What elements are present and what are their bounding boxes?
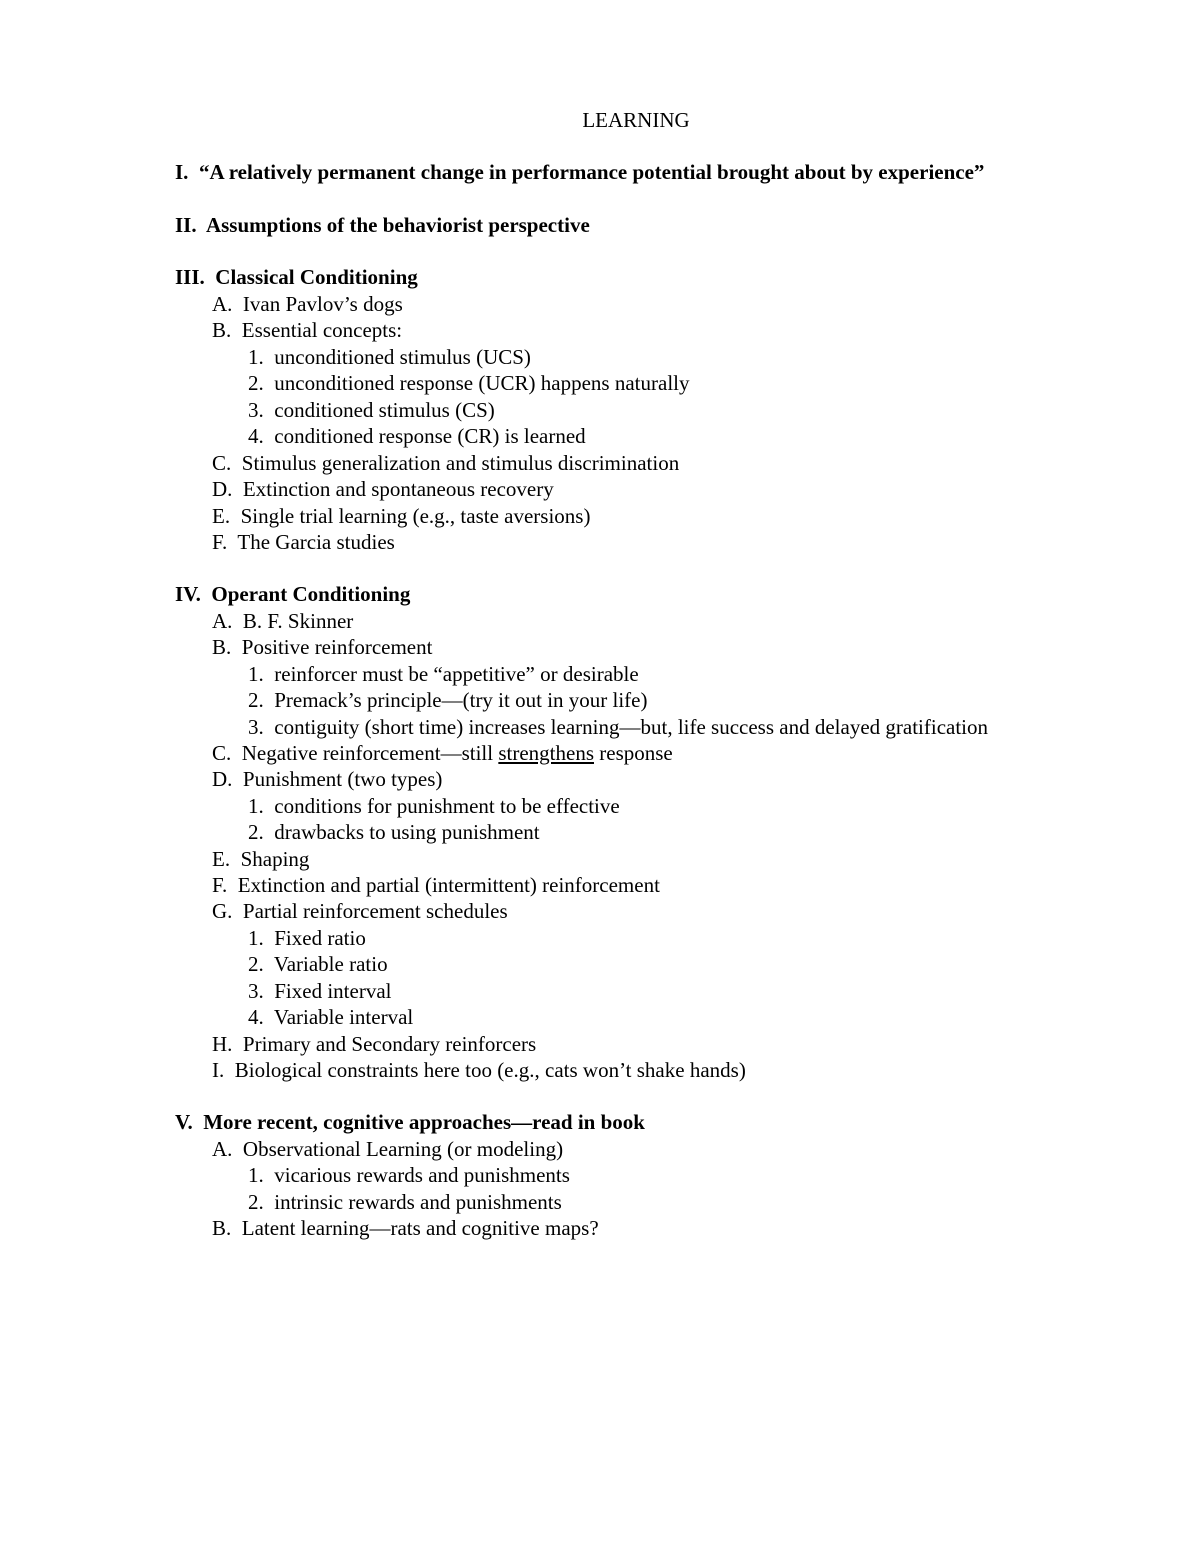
sub-list-item [248, 1189, 562, 1215]
sub-list-item [248, 687, 648, 713]
item-text: Essential concepts: [241, 318, 403, 342]
list-item [212, 634, 432, 660]
item-text: conditions for punishment to be effective [274, 794, 620, 818]
section-1-text: “A relatively permanent change in performance potential brought about by experience” [198, 160, 985, 184]
item-text: vicarious rewards and punishments [274, 1163, 570, 1187]
sub-list-item [248, 714, 988, 740]
sub-list-item [248, 793, 620, 819]
item-text: intrinsic rewards and punishments [274, 1190, 562, 1214]
item-marker: 1. [248, 662, 264, 686]
item-text: reinforcer must be “appetitive” or desirable [274, 662, 639, 686]
list-item [212, 740, 673, 766]
sub-list-item [248, 661, 639, 687]
item-text: conditioned stimulus (CS) [274, 398, 495, 422]
section-4-heading [175, 581, 410, 607]
section-1-heading [175, 159, 984, 185]
item-marker: B. [212, 1216, 232, 1240]
item-text: Negative reinforcement—still [241, 741, 499, 765]
section-4-number: IV. [175, 582, 201, 606]
section-3-text: Classical Conditioning [215, 265, 418, 289]
sub-list-item [248, 1004, 413, 1030]
sub-list-item [248, 925, 366, 951]
item-text: Shaping [240, 847, 310, 871]
item-text: Variable ratio [273, 952, 388, 976]
item-marker: 3. [248, 398, 264, 422]
item-text: Fixed interval [274, 979, 392, 1003]
item-marker: 1. [248, 345, 264, 369]
item-marker: F. [212, 873, 228, 897]
list-item [212, 766, 442, 792]
section-3-heading [175, 264, 418, 290]
item-marker: B. [212, 635, 232, 659]
item-text: B. F. Skinner [242, 609, 354, 633]
item-marker: E. [212, 504, 231, 528]
list-item [212, 529, 395, 555]
sub-list-item [248, 1162, 570, 1188]
list-item [212, 1031, 536, 1057]
item-marker: 1. [248, 1163, 264, 1187]
section-1-number: I. [175, 160, 189, 184]
list-item [212, 503, 590, 529]
list-item [212, 476, 554, 502]
item-marker: C. [212, 451, 232, 475]
item-text: conditioned response (CR) is learned [274, 424, 586, 448]
item-marker: A. [212, 609, 233, 633]
section-4-text: Operant Conditioning [211, 582, 411, 606]
sub-list-item [248, 423, 586, 449]
item-marker: 4. [248, 1005, 264, 1029]
item-marker: 2. [248, 371, 264, 395]
list-item [212, 1136, 563, 1162]
sub-list-item [248, 370, 690, 396]
sub-list-item [248, 397, 495, 423]
item-text: Punishment (two types) [242, 767, 443, 791]
section-3-number: III. [175, 265, 205, 289]
item-text: Biological constraints here too (e.g., cats won’t shake hands) [234, 1058, 746, 1082]
item-text: Premack’s principle—(try it out in your life) [274, 688, 648, 712]
item-text: response [594, 741, 673, 765]
item-text: Positive reinforcement [241, 635, 433, 659]
list-item [212, 317, 402, 343]
item-text: The Garcia studies [237, 530, 395, 554]
item-marker: 3. [248, 979, 264, 1003]
item-text: Stimulus generalization and stimulus discrimination [241, 451, 680, 475]
item-marker: I. [212, 1058, 225, 1082]
section-5-heading [175, 1109, 645, 1135]
item-text: Latent learning—rats and cognitive maps? [241, 1216, 599, 1240]
section-5-number: V. [175, 1110, 193, 1134]
underlined-text: strengthens [498, 741, 594, 765]
section-2-text: Assumptions of the behaviorist perspective [205, 213, 590, 237]
item-marker: 2. [248, 688, 264, 712]
list-item [212, 846, 309, 872]
list-item [212, 1057, 746, 1083]
item-text: Primary and Secondary reinforcers [242, 1032, 537, 1056]
item-text: unconditioned response (UCR) happens naturally [274, 371, 690, 395]
item-text: Observational Learning (or modeling) [242, 1137, 564, 1161]
item-marker: A. [212, 1137, 233, 1161]
item-marker: F. [212, 530, 228, 554]
item-text: Extinction and partial (intermittent) reinforcement [237, 873, 660, 897]
item-marker: B. [212, 318, 232, 342]
list-item [212, 608, 353, 634]
item-marker: D. [212, 767, 233, 791]
list-item [212, 450, 679, 476]
item-marker: A. [212, 292, 233, 316]
item-marker: 2. [248, 820, 264, 844]
item-marker: E. [212, 847, 231, 871]
item-text: Fixed ratio [274, 926, 366, 950]
sub-list-item [248, 819, 540, 845]
list-item [212, 872, 660, 898]
item-marker: 2. [248, 1190, 264, 1214]
item-text: Single trial learning (e.g., taste aversions) [240, 504, 591, 528]
item-marker: H. [212, 1032, 233, 1056]
list-item [212, 291, 403, 317]
list-item [212, 1215, 599, 1241]
item-text: contiguity (short time) increases learning—but, life success and delayed gratification [274, 715, 989, 739]
sub-list-item [248, 344, 531, 370]
item-text: unconditioned stimulus (UCS) [274, 345, 531, 369]
list-item [212, 898, 508, 924]
page-title: LEARNING [582, 108, 690, 132]
item-marker: 1. [248, 926, 264, 950]
section-2-number: II. [175, 213, 197, 237]
item-text: drawbacks to using punishment [274, 820, 540, 844]
item-marker: D. [212, 477, 233, 501]
item-text: Variable interval [273, 1005, 414, 1029]
item-marker: 1. [248, 794, 264, 818]
item-marker: 3. [248, 715, 264, 739]
item-marker: G. [212, 899, 233, 923]
item-text: Partial reinforcement schedules [242, 899, 508, 923]
item-marker: 2. [248, 952, 264, 976]
section-5-text: More recent, cognitive approaches—read in book [203, 1110, 645, 1134]
section-2-heading [175, 212, 590, 238]
item-text: Extinction and spontaneous recovery [242, 477, 554, 501]
sub-list-item [248, 951, 388, 977]
item-marker: C. [212, 741, 232, 765]
item-text: Ivan Pavlov’s dogs [242, 292, 403, 316]
item-marker: 4. [248, 424, 264, 448]
sub-list-item [248, 978, 391, 1004]
